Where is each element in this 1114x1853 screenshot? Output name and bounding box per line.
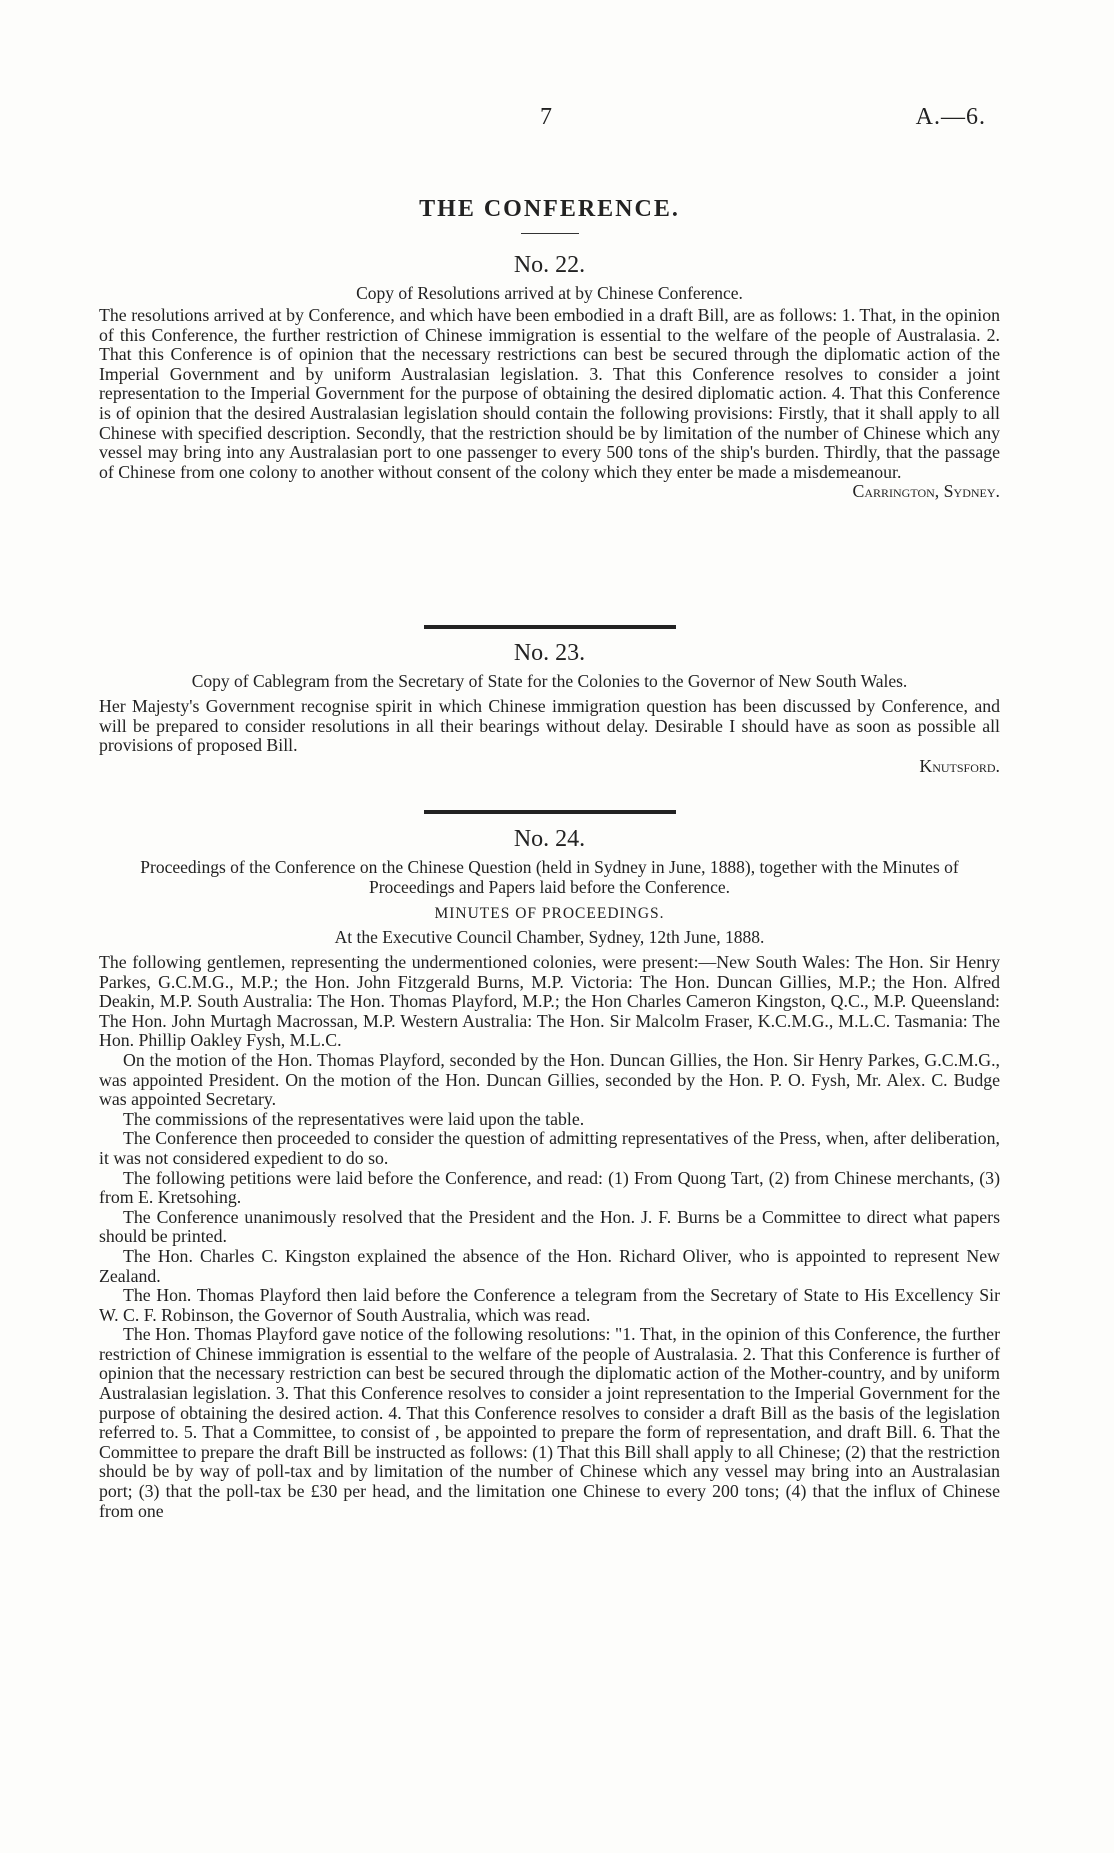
section-no-23 — [99, 640, 1000, 777]
divider-rule — [424, 625, 676, 629]
section-no-22 — [99, 252, 1000, 502]
minutes-paragraph: The Conference then proceeded to consider the question of admitting representatives of the Press, when, after deliberation, it was not considered expedient to do so. — [99, 1128, 1000, 1168]
section-divider — [99, 810, 1000, 814]
page-title: THE CONFERENCE. — [419, 196, 680, 222]
minutes-paragraph: The Conference unanimously resolved that the President and the Hon. J. F. Burns be a Committee to direct what papers should be printed. — [99, 1206, 1000, 1247]
section-body: Her Majesty's Government recognise spirit in which Chinese immigration question has been discussed by Conference, and will be prepared to consider resolutions in all their bearings without delay. Desirable I should have as soon as possible all provisions of proposed Bill. — [99, 696, 1000, 756]
section-caption: Proceedings of the Conference on the Chinese Question (held in Sydney in June, 1888), together with the Minutes of Proceedings and Papers laid before the Conference. — [140, 857, 959, 897]
section-number: No. 24. — [513, 826, 586, 852]
title-rule — [521, 233, 579, 234]
section-number: No. 22. — [513, 252, 586, 278]
minutes-paragraph: The following gentlemen, representing the undermentioned colonies, were present:—New South Wales: The Hon. Sir Henry Parkes, G.C.M.G., M.P.; the Hon. John Fitzgerald Burns, M.P. Victoria: The Hon. Duncan Gillies, M.P.; the Hon. Alfred Deakin, M.P. South Australia: The Hon. Thomas Playford, M.P.; the Hon Charles Cameron Kingston, Q.C., M.P. Queensland: The Hon. John Murtagh Macrossan, M.P. Western Australia: The Hon. Sir Malcolm Fraser, K.C.M.G., M.L.C. Tasmania: The Hon. Phillip Oakley Fysh, M.L.C. — [99, 952, 1000, 1051]
section-no-24 — [99, 826, 1000, 1521]
section-number: No. 23. — [513, 640, 586, 666]
signature: Knutsford. — [919, 755, 1000, 776]
title-block — [99, 196, 1000, 234]
meeting-location: At the Executive Council Chamber, Sydney, 12th June, 1888. — [334, 927, 765, 947]
signature: Carrington, Sydney. — [852, 481, 1000, 502]
minutes-paragraph: On the motion of the Hon. Thomas Playford, seconded by the Hon. Duncan Gillies, the Hon. Sir Henry Parkes, G.C.M.G., was appointed President. On the motion of the Hon. Duncan Gillies, seconded by the Hon. P. O. Fysh, Mr. Alex. C. Budge was appointed Secretary. — [99, 1049, 1000, 1110]
page-number: 7 — [540, 104, 552, 130]
section-caption: Copy of Resolutions arrived at by Chinese Conference. — [356, 283, 743, 303]
minutes-heading: MINUTES OF PROCEEDINGS. — [434, 905, 665, 922]
series-reference: A.—6. — [915, 104, 986, 130]
body-text: The resolutions arrived at by Conference, and which have been embodied in a draft Bill, are as follows: 1. That, in the opinion of this Conference, the further restriction of Chinese immigration is essential to the welfare of the people of Australasia. 2. That this Conference is of opinion that the necessary restrictions can best be secured through the diplomatic action of the Imperial Government and by uniform Australasian legislation. 3. That this Conference resolves to consider a joint representation to the Imperial Government for the purpose of obtaining the desired diplomatic action. 4. That this Conference is of opinion that the desired Australasian legislation should contain the following provisions: Firstly, that it shall apply to all Chinese with specified description. Secondly, that the restriction should be by limitation of the number of Chinese which any vessel may bring into any Australasian port to one passenger to every 500 tons of the ship's burden. Thirdly, that the passage of Chinese from one colony to another without consent of the colony which they enter be made a misdemeanour. — [99, 305, 1000, 482]
minutes-paragraph: The Hon. Thomas Playford gave notice of the following resolutions: "1. That, in the opinion of this Conference, the further restriction of Chinese immigration is essential to the welfare of the people of Australasia. 2. That this Conference is further of opinion that the necessary restriction can best be secured through the diplomatic action of the Mother-country, and by uniform Australasian legislation. 3. That this Conference resolves to consider a joint representation to the Imperial Government for the purpose of obtaining the desired action. 4. That this Conference resolves to consider a draft Bill as the basis of the legislation referred to. 5. That a Committee, to consist of , be appointed to prepare the form of representation, and draft Bill. 6. That the Committee to prepare the draft Bill be instructed as follows: (1) That this Bill shall apply to all Chinese; (2) that the restriction should be by way of poll-tax and by limitation of the number of Chinese which any vessel may bring into an Australasian port; (3) that the poll-tax be £30 per head, and the limitation one Chinese to every 200 tons; (4) that the influx of Chinese from one — [99, 1324, 1000, 1521]
section-caption: Copy of Cablegram from the Secretary of State for the Colonies to the Governor of New South Wales. — [191, 671, 908, 691]
divider-rule — [424, 810, 676, 814]
minutes-paragraph: The Hon. Charles C. Kingston explained the absence of the Hon. Richard Oliver, who is appointed to represent New Zealand. — [99, 1245, 1000, 1286]
minutes-paragraph: The Hon. Thomas Playford then laid before the Conference a telegram from the Secretary of State to His Excellency Sir W. C. F. Robinson, the Governor of South Australia, which was read. — [99, 1285, 1000, 1325]
minutes-paragraph: The following petitions were laid before the Conference, and read: (1) From Quong Tart, (2) from Chinese merchants, (3) from E. Kretsohing. — [99, 1167, 1000, 1208]
minutes-paragraph: The commissions of the representatives were laid upon the table. — [123, 1108, 585, 1129]
section-divider — [99, 625, 1000, 629]
section-body — [99, 305, 1000, 502]
